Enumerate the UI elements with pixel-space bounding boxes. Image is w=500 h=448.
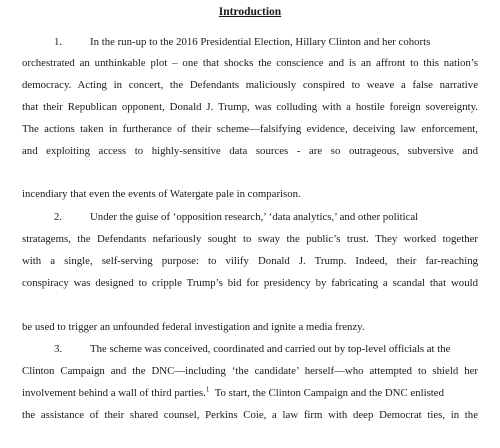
paragraph-number: 1. [54,36,63,48]
paragraph-text-line: Under the guise of ‘opposition research,’ ‘data analytics,’ and other political [90,211,419,223]
paragraph-text-line: be used to trigger an unfounded federal investigation and ignite a media frenzy. [22,321,365,333]
paragraph-2-first-line [54,211,418,224]
paragraph-number: 3. [54,343,63,355]
paragraph-text-line: Clinton Campaign and the DNC—including ‘the candidate’ herself—who attempted to shield her [22,365,478,377]
paragraph-text-line: incendiary that even the events of Watergate pale in comparison. [22,188,301,200]
paragraph-text-line: the assistance of their shared counsel, Perkins Coie, a law firm with deep Democrat ties, in the [22,409,478,421]
paragraph-text-segment: To start, the Clinton Campaign and the DNC enlisted [214,387,444,399]
paragraph-text-line: stratagems, the Defendants nefariously sought to sway the public’s trust. They worked together [22,233,478,245]
paragraph-text-line: conspiracy was designed to cripple Trump’s bid for presidency by fabricating a scandal that would [22,277,478,289]
paragraph-text-segment: involvement behind a wall of third parties. [22,387,206,399]
paragraph-text-line: democracy. Acting in concert, the Defendants maliciously conspired to weave a false narrative [22,79,478,91]
paragraph-text-line: In the run-up to the 2016 Presidential Election, Hillary Clinton and her cohorts [90,36,431,48]
paragraph-text-line: orchestrated an unthinkable plot – one that shocks the conscience and is an affront to this nation’s [22,57,478,69]
paragraph-1-first-line [54,36,430,49]
paragraph-text-line: with a single, self-serving purpose: to vilify Donald J. Trump. Indeed, their far-reaching [22,255,478,267]
footnote-reference[interactable]: 1 [205,385,210,394]
paragraph-text-line: The actions taken in furtherance of their scheme—falsifying evidence, deceiving law enforcement, [22,123,478,135]
paragraph-3-first-line [54,343,450,356]
section-heading: Introduction [218,6,282,18]
paragraph-number: 2. [54,211,63,223]
paragraph-text-line: and exploiting access to highly-sensitive data sources - are so outrageous, subversive and [22,145,478,157]
paragraph-text-line: The scheme was conceived, coordinated and carried out by top-level officials at the [90,343,451,355]
paragraph-text-line: that their Republican opponent, Donald J. Trump, was colluding with a hostile foreign sovereignty. [22,101,478,113]
paragraph-text-line-with-footnote [22,387,444,400]
